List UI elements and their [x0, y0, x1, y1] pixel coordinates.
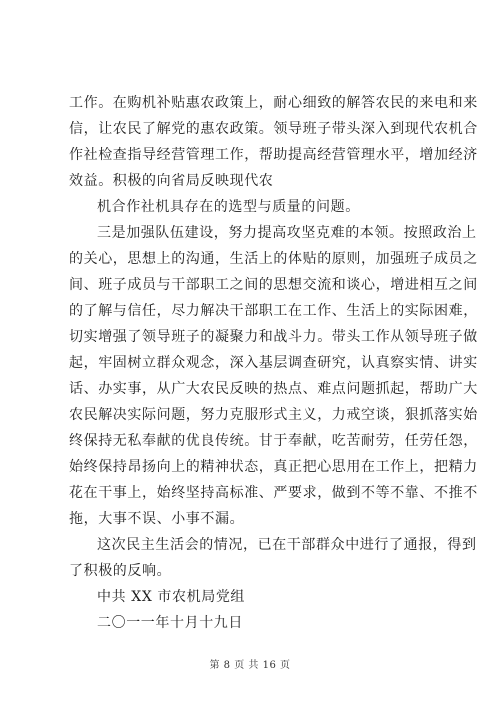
- text-line: 农民解决实际问题，努力克服形式主义，力戒空谈，狠抓落实始: [69, 407, 478, 423]
- text-line: 起，牢固树立群众观念，深入基层调查研究，认真察实情、讲实: [69, 355, 478, 371]
- text-line: 话、办实事，从广大农民反映的热点、难点问题抓起，帮助广大: [69, 381, 478, 397]
- paragraph-start: 这次民主生活会的情况，已在干部群众中进行了通报，得到: [97, 537, 477, 553]
- text-line: 作社检查指导经营管理工作，帮助提高经营管理水平，增加经济: [69, 147, 478, 163]
- text-line: 的了解与信任，尽力解决干部职工在工作、生活上的实际困难，: [69, 303, 478, 319]
- text-line: 机合作社机具存在的选型与质量的问题。: [97, 199, 360, 215]
- text-line: 了积极的反响。: [69, 563, 172, 579]
- text-line: 拖，大事不误、小事不漏。: [69, 511, 245, 527]
- text-line: 的关心，思想上的沟通，生活上的体贴的原则，加强班子成员之: [69, 251, 478, 267]
- text-line: 工作。在购机补贴惠农政策上，耐心细致的解答农民的来电和来: [69, 95, 478, 111]
- text-line: 信，让农民了解党的惠农政策。领导班子带头深入到现代农机合: [69, 121, 478, 137]
- text-line: 终保持无私奉献的优良传统。甘于奉献，吃苦耐劳，任劳任怨，: [69, 433, 478, 449]
- text-line: 始终保持昂扬向上的精神状态，真正把心思用在工作上，把精力: [69, 459, 478, 475]
- text-line: 间、班子成员与干部职工之间的思想交流和谈心，增进相互之间: [69, 277, 478, 293]
- text-line: 切实增强了领导班子的凝聚力和战斗力。带头工作从领导班子做: [69, 329, 478, 345]
- text-line: 花在干事上，始终坚持高标准、严要求，做到不等不靠、不推不: [69, 485, 478, 501]
- signature-date: 二〇一一年十月十九日: [97, 615, 243, 631]
- signature-org: 中共 XX 市农机局党组: [97, 589, 246, 605]
- text-line: 效益。积极的向省局反映现代农: [69, 173, 274, 189]
- page-footer: 第 8 页 共 16 页: [209, 660, 291, 671]
- paragraph-start: 三是加强队伍建设，努力提高攻坚克难的本领。按照政治上: [97, 225, 477, 241]
